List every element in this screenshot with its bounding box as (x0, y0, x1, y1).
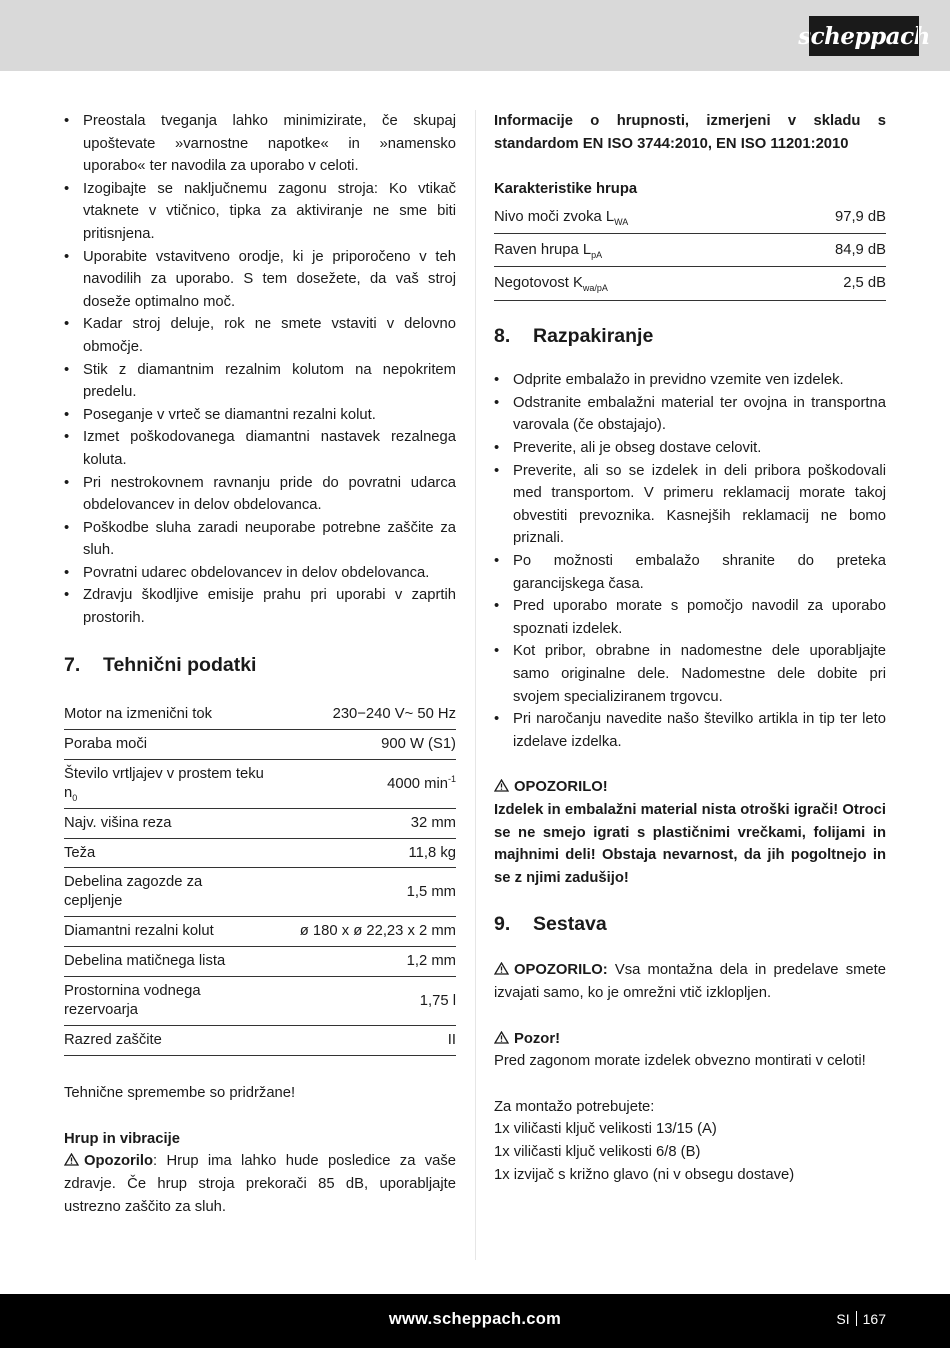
noise-table (494, 201, 886, 302)
spec-label: Debelina matičnega lista (64, 947, 264, 977)
list-item: • Stik z diamantnim rezalnim kolutom na nepokritem predelu. (64, 359, 456, 404)
noise-label: Nivo moči zvoka $L_{WA}$ (494, 201, 778, 234)
list-item: • Pri nestrokovnem ravnanju pride do povratni udarca obdelovancev in delov obdelovanca. (64, 472, 456, 517)
noise-vibration-heading: Hrup in vibracije (64, 1130, 180, 1147)
table-row (64, 947, 456, 977)
page-number (836, 1311, 886, 1327)
noise-info-heading: Informacije o hrupnosti, izmerjeni v skladu s standardom EN ISO 3744:2010, EN ISO 11201:2010 (494, 113, 886, 152)
spec-value: 32 mm (264, 809, 456, 839)
noise-label: Negotovost $K_{wa/pA}$ (494, 267, 778, 301)
list-item: • Po možnosti embalažo shranite do preteka garancijskega časa. (494, 550, 886, 595)
list-item: • Odstranite embalažni material ter ovojna in transportna varovala (če obstajajo). (494, 392, 886, 437)
section-heading-unpacking: 8. Razpakiranje (494, 325, 654, 348)
spec-label: Prostornina vodnega rezervoarja (64, 977, 264, 1026)
spec-value: 1,75 l (264, 977, 456, 1026)
scheppach-logo: scheppach (810, 17, 918, 55)
spec-value: 1,5 mm (264, 868, 456, 917)
column-divider (475, 110, 476, 1260)
language-code: SI (836, 1311, 850, 1327)
spec-label: Teža (64, 839, 264, 868)
list-item: • Pred uporabo morate s pomočjo navodil za uporabo spoznati izdelek. (494, 595, 886, 640)
caution-text: Pred zagonom morate izdelek obvezno montirati v celoti! (494, 1053, 866, 1070)
tool-item: 1x viličasti ključ velikosti 13/15 (A) (494, 1121, 717, 1138)
list-item: • Preverite, ali so se izdelek in deli pribora poškodovali med transportom. V primeru reklamacij morate takoj obvestiti prevoznika. Kasnejših reklamacij ne bomo priznali. (494, 460, 886, 550)
spec-label: Motor na izmenični tok (64, 700, 264, 730)
list-item: • Preostala tveganja lahko minimizirate, če skupaj upoštevate »varnostne napotke« in »namensko uporabo« ter navodila za uporabo v celoti. (64, 110, 456, 178)
page-header (0, 0, 950, 71)
table-row (494, 267, 886, 301)
warning-triangle-icon (494, 962, 509, 975)
spec-label: Najv. višina reza (64, 809, 264, 839)
spec-value: II (264, 1026, 456, 1056)
spec-label: Razred zaščite (64, 1026, 264, 1056)
spec-label: Debelina zagozde za cepljenje (64, 868, 264, 917)
spec-label: Poraba moči (64, 730, 264, 760)
table-row (64, 917, 456, 947)
list-item: • Zdravju škodljive emisije prahu pri uporabi v zaprtih prostorih. (64, 584, 456, 629)
spec-label: Število vrtljajev v prostem teku $n_0$ (64, 760, 264, 809)
caution-title: Pozor! (494, 1028, 886, 1051)
tool-item: 1x izvijač s križno glavo (ni v obsegu dostave) (494, 1166, 795, 1183)
spec-value: 1,2 mm (264, 947, 456, 977)
spec-value: 4000 $\min^{-1}$ (264, 760, 456, 809)
tools-heading: Za montažo potrebujete: (494, 1098, 655, 1115)
technical-data-table (64, 700, 456, 1057)
tool-item: 1x viličasti ključ velikosti 6/8 (B) (494, 1143, 701, 1160)
residual-risks-list (64, 110, 456, 630)
noise-value: 97,9 dB (778, 201, 886, 234)
spec-value: ø 180 x ø 22,23 x 2 mm (264, 917, 456, 947)
table-row (494, 201, 886, 234)
table-row (64, 730, 456, 760)
list-item: • Uporabite vstavitveno orodje, ki je priporočeno v teh navodilih za uporabo. S tem dosežete, da vaš stroj doseže optimalno moč. (64, 246, 456, 314)
warning-triangle-icon (64, 1153, 79, 1166)
warning-triangle-icon (494, 1031, 509, 1044)
warning-text: Izdelek in embalažni material nista otroški igrači! Otroci se ne smejo igrati s plastičnimi vrečkami, folijami in majhnimi deli! Obstaja nevarnost, da jih pogoltnejo in se z njimi zadušijo! (494, 801, 886, 886)
assembly-warning: OPOZORILO: Vsa montažna dela in predelave smete izvajati samo, ko je omrežni vtič izklopljen. (494, 962, 886, 1001)
table-row (64, 868, 456, 917)
right-column (494, 110, 886, 1186)
list-item: • Preverite, ali je obseg dostave celovit. (494, 437, 886, 460)
noise-value: 2,5 dB (778, 267, 886, 301)
noise-characteristics-heading: Karakteristike hrupa (494, 181, 638, 198)
table-row (494, 234, 886, 267)
list-item: • Pri naročanju navedite našo številko artikla in tip ter leto izdelave izdelka. (494, 708, 886, 753)
list-item: • Povratni udarec obdelovancev in delov obdelovanca. (64, 562, 456, 585)
section-heading-assembly: 9. Sestava (494, 913, 607, 936)
noise-label: Raven hrupa $L_{pA}$ (494, 234, 778, 267)
page-footer (0, 1294, 950, 1348)
noise-value: 84,9 dB (778, 234, 886, 267)
table-row (64, 700, 456, 730)
noise-warning: Opozorilo: Hrup ima lahko hude posledice za vaše zdravje. Če hrup stroja prekorači 85 dB, uporabljajte ustrezno zaščito za sluh. (64, 1153, 456, 1215)
table-row (64, 1026, 456, 1056)
list-item: • Kot pribor, obrabne in nadomestne dele uporabljajte samo originalne dele. Nadomestne dele dobite pri svojem specializiranem trgovcu. (494, 640, 886, 708)
table-row (64, 760, 456, 809)
list-item: • Poseganje v vrteč se diamantni rezalni kolut. (64, 404, 456, 427)
table-row (64, 977, 456, 1026)
list-item: • Odprite embalažo in previdno vzemite ven izdelek. (494, 369, 886, 392)
list-item: • Izogibajte se naključnemu zagonu stroja: Ko vtikač vtaknete v vtičnico, tipka za aktiviranje ne sme biti pritisnjena. (64, 178, 456, 246)
spec-value: 230−240 V~ 50 Hz (264, 700, 456, 730)
left-column (64, 110, 456, 1218)
technical-changes-note: Tehnične spremembe so pridržane! (64, 1085, 296, 1102)
spec-label: Diamantni rezalni kolut (64, 917, 264, 947)
separator (856, 1311, 857, 1326)
website-link[interactable]: www.scheppach.com (388, 1310, 562, 1328)
spec-value: 900 W (S1) (264, 730, 456, 760)
list-item: • Izmet poškodovanega diamantni nastavek rezalnega koluta. (64, 426, 456, 471)
list-item: • Poškodbe sluha zaradi neuporabe potrebne zaščite za sluh. (64, 517, 456, 562)
warning-triangle-icon (494, 779, 509, 792)
spec-value: 11,8 kg (264, 839, 456, 868)
table-row (64, 809, 456, 839)
unpacking-list (494, 369, 886, 753)
table-row (64, 839, 456, 868)
section-heading-technical-data: 7. Tehnični podatki (64, 653, 257, 676)
warning-title: OPOZORILO! (494, 776, 886, 799)
page-number-value: 167 (862, 1311, 886, 1327)
list-item: • Kadar stroj deluje, rok ne smete vstaviti v delovno območje. (64, 313, 456, 358)
